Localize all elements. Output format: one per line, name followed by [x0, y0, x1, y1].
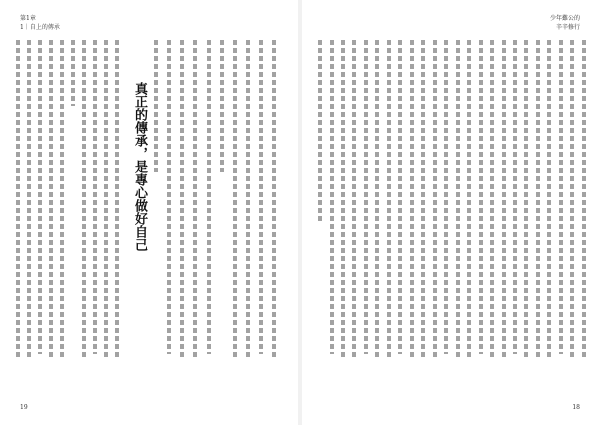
text-column [546, 40, 552, 370]
text-column [270, 40, 278, 370]
text-column [569, 40, 575, 370]
text-column [374, 40, 380, 370]
section-label: 1｜自上的傳承 [20, 24, 60, 31]
text-column [218, 40, 226, 370]
text-column [191, 40, 199, 370]
page-number: 18 [572, 404, 580, 411]
text-column [15, 40, 21, 370]
text-column [523, 40, 529, 370]
text-column [363, 40, 369, 370]
right-page [302, 0, 600, 425]
text-column [558, 40, 564, 370]
text-column [257, 40, 265, 370]
text-column [466, 40, 472, 370]
text-column [512, 40, 518, 370]
left-page-header [20, 14, 60, 32]
section-heading: 真正的傳承，是專心做好自己 [132, 82, 147, 251]
section-title: 辛辛修行 [555, 24, 580, 31]
text-column [103, 40, 109, 370]
text-column [205, 40, 213, 370]
text-column [489, 40, 495, 370]
text-column [409, 40, 415, 370]
text-column [397, 40, 403, 370]
text-column [420, 40, 426, 370]
text-column [328, 40, 334, 370]
text-column [244, 40, 252, 370]
right-page-header [550, 14, 580, 32]
text-column [165, 40, 173, 370]
text-column [70, 40, 76, 370]
text-column [386, 40, 392, 370]
text-column [317, 40, 323, 370]
text-column [351, 40, 357, 370]
right-page-text-columns [317, 40, 587, 370]
text-column [477, 40, 483, 370]
left-page [0, 0, 298, 425]
left-page-text-columns-left [15, 40, 120, 370]
text-column [37, 40, 43, 370]
page-number: 19 [20, 404, 28, 411]
left-page-text-columns-right [150, 40, 278, 370]
text-column [443, 40, 449, 370]
chapter-title: 少年難公的 [549, 15, 580, 22]
text-column [500, 40, 506, 370]
text-column [114, 40, 120, 370]
text-column [581, 40, 587, 370]
text-column [48, 40, 54, 370]
text-column [59, 40, 65, 370]
text-column [454, 40, 460, 370]
chapter-label: 第1章 [20, 15, 36, 22]
text-column [92, 40, 98, 370]
text-column [178, 40, 186, 370]
text-column [81, 40, 87, 370]
text-column [432, 40, 438, 370]
text-column [535, 40, 541, 370]
text-column [231, 40, 239, 370]
text-column [340, 40, 346, 370]
text-column [152, 40, 160, 370]
text-column [26, 40, 32, 370]
